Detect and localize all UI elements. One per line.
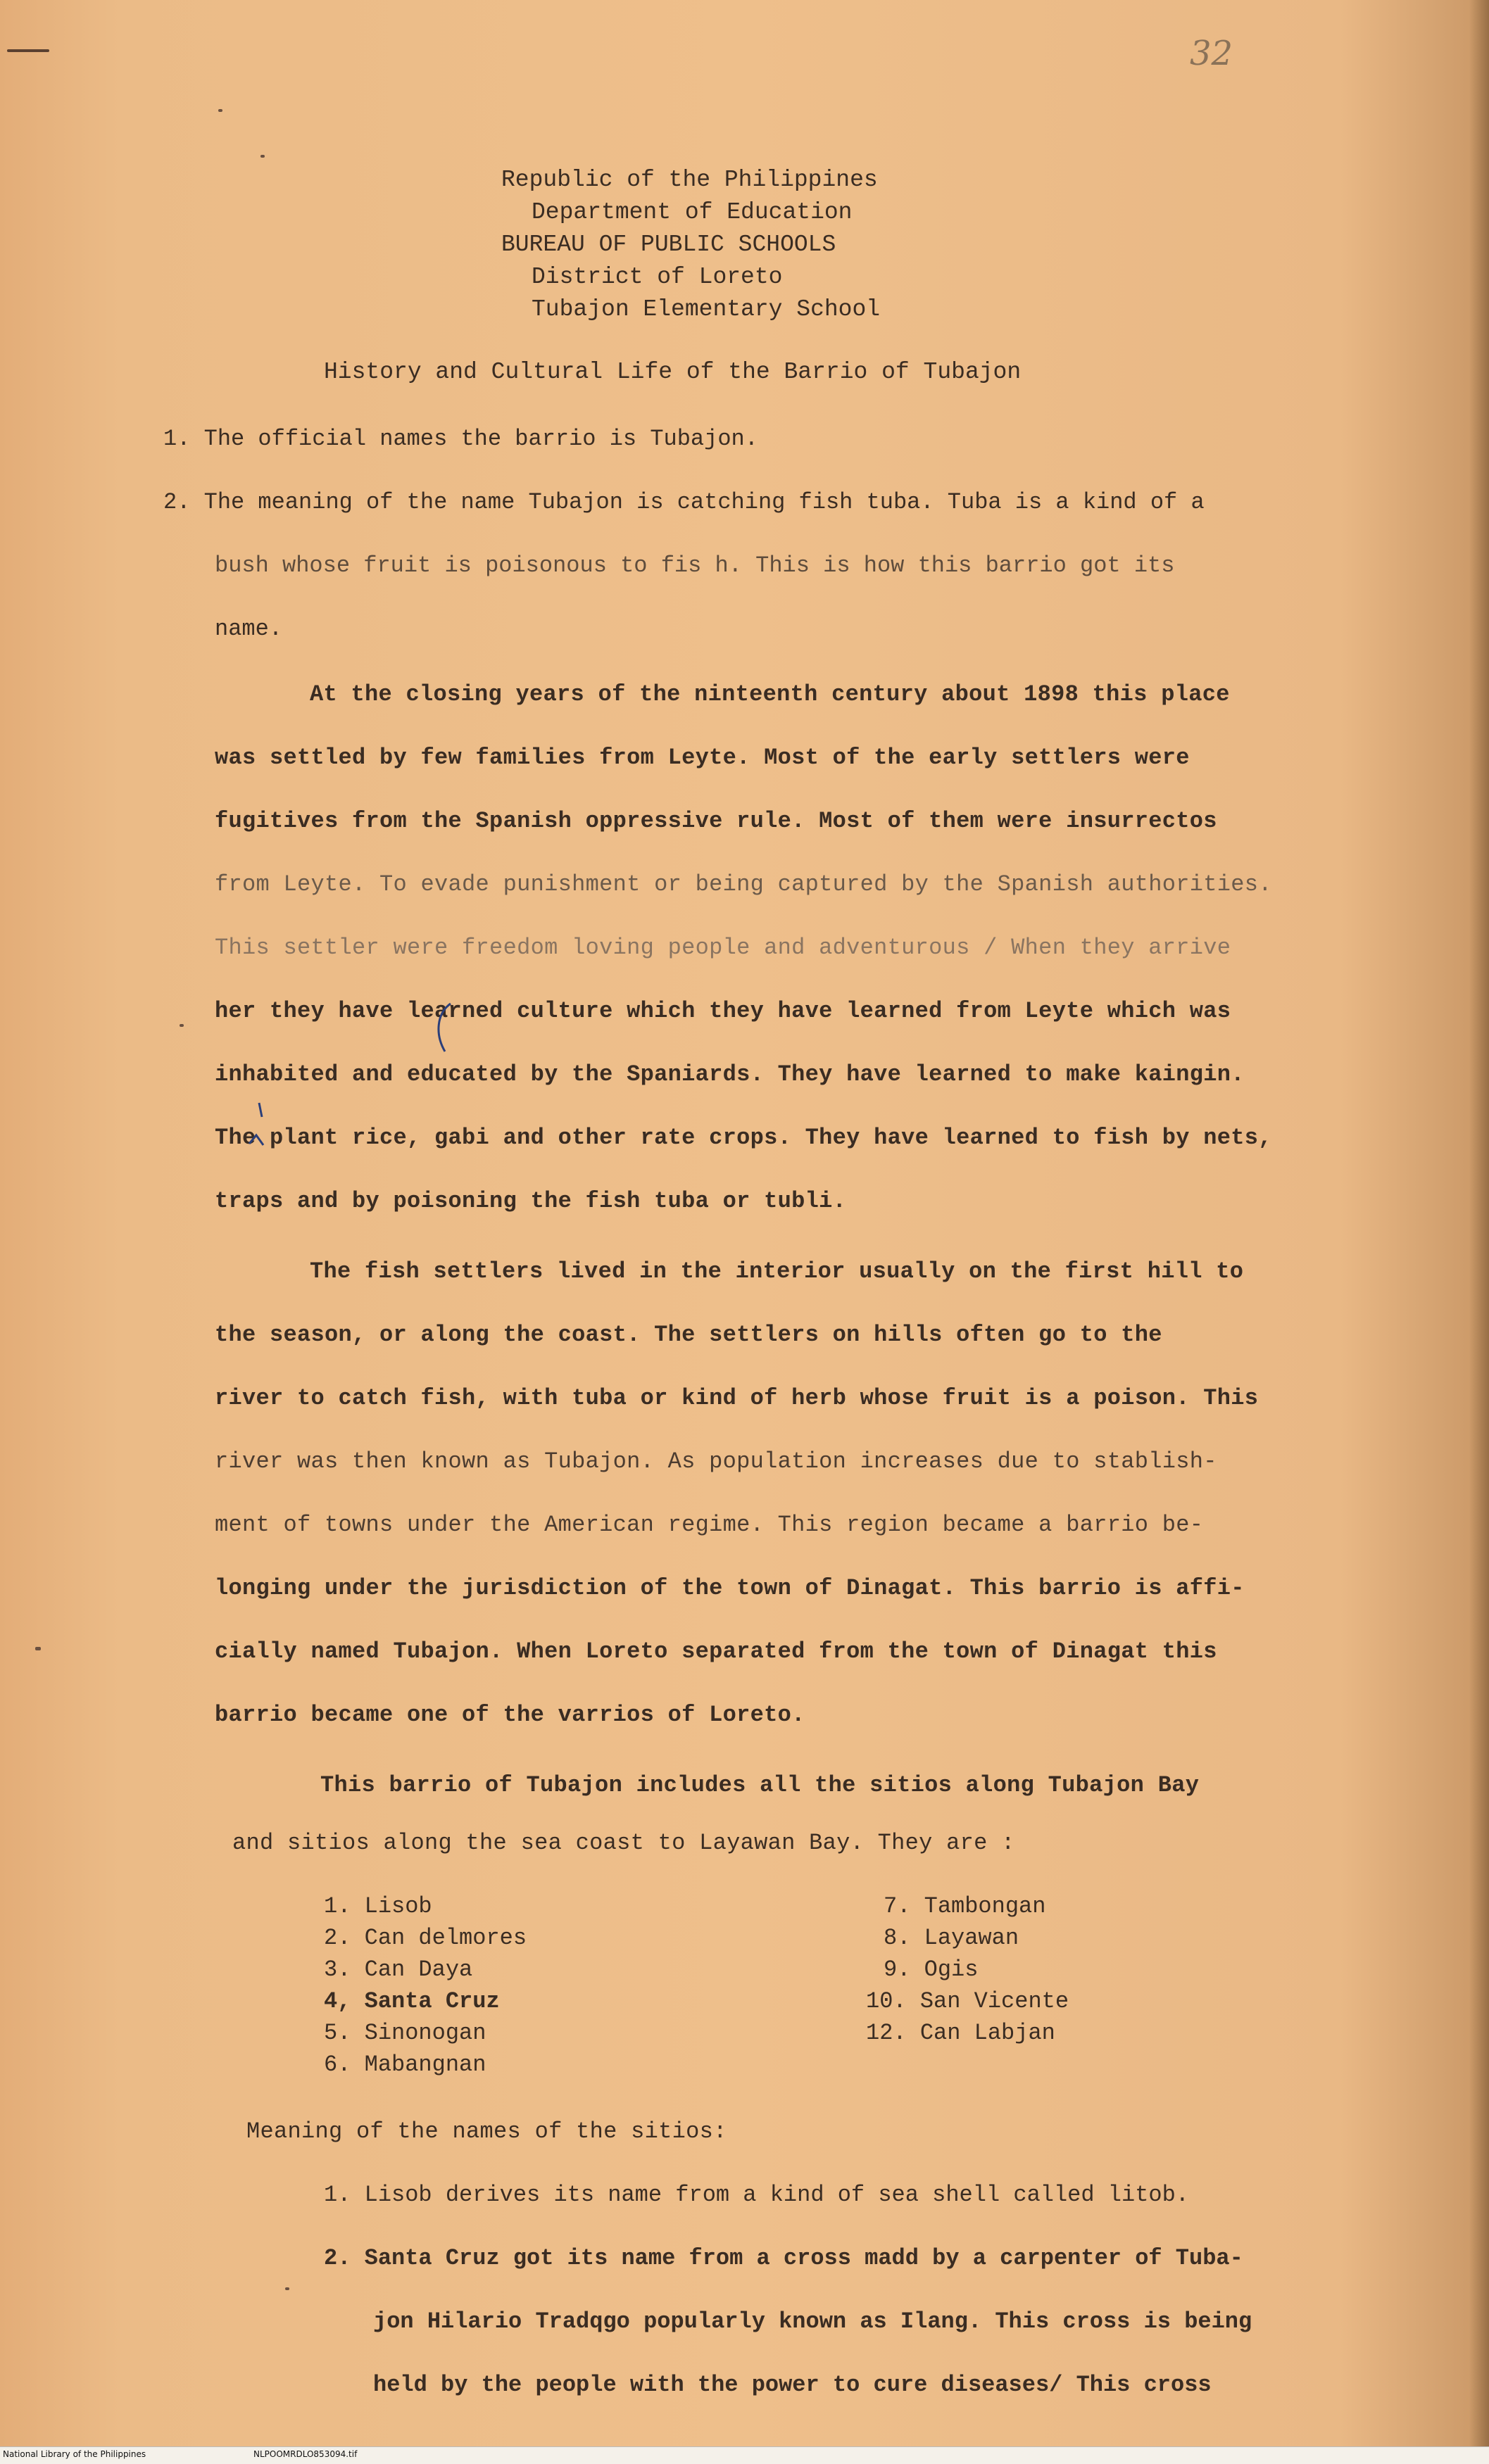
sitio-item: 9. Ogis: [884, 1957, 979, 1983]
para3-line: This barrio of Tubajon includes all the sitios along Tubajon Bay: [320, 1772, 1200, 1798]
para1-line: This settler were freedom loving people and adventurous / When they arrive: [215, 935, 1231, 961]
para2-line: barrio became one of the varrios of Loreto.: [215, 1702, 805, 1728]
footer-file-id: NLPOOMRDLO853094.tif: [253, 2449, 358, 2459]
speck: [260, 155, 265, 158]
para1-line: At the closing years of the ninteenth century about 1898 this place: [310, 681, 1230, 707]
header-republic: Republic of the Philippines: [501, 167, 878, 193]
header-district: District of Loreto: [532, 264, 783, 290]
meaning-item: held by the people with the power to cure diseases/ This cross: [373, 2372, 1212, 2398]
handwritten-caret-mark: [246, 1101, 275, 1151]
sitio-item: 12. Can Labjan: [866, 2020, 1055, 2046]
para2-line: ment of towns under the American regime. This region became a barrio be-: [215, 1512, 1204, 1538]
para1-line: inhabited and educated by the Spaniards. They have learned to make kaingin.: [215, 1061, 1245, 1087]
page-edge-shadow: [1469, 0, 1489, 2463]
meaning-item: jon Hilario Tradqgo popularly known as Ilang. This cross is being: [373, 2308, 1252, 2335]
document-title: History and Cultural Life of the Barrio of Tubajon: [324, 359, 1022, 385]
speck: [285, 2287, 289, 2290]
page-number: 32: [1190, 34, 1233, 73]
para2-line: river to catch fish, with tuba or kind of herb whose fruit is a poison. This: [215, 1385, 1259, 1411]
meaning-item: 2. Santa Cruz got its name from a cross madd by a carpenter of Tuba-: [324, 2245, 1243, 2271]
para1-line: traps and by poisoning the fish tuba or tubli.: [215, 1188, 847, 1214]
handwritten-bracket-mark: [429, 999, 458, 1056]
item-meaning-line2: bush whose fruit is poisonous to fis h. This is how this barrio got its: [215, 552, 1175, 579]
para3-line: and sitios along the sea coast to Layawan Bay. They are :: [232, 1830, 1015, 1856]
para2-line: cially named Tubajon. When Loreto separated from the town of Dinagat this: [215, 1638, 1217, 1664]
header-school: Tubajon Elementary School: [532, 296, 881, 322]
sitio-item: 8. Layawan: [884, 1925, 1019, 1951]
sitio-item: 2. Can delmores: [324, 1925, 527, 1951]
para1-line: her they have learned culture which they have learned from Leyte which was: [215, 998, 1231, 1024]
header-bureau: BUREAU OF PUBLIC SCHOOLS: [501, 232, 836, 258]
meaning-heading: Meaning of the names of the sitios:: [246, 2118, 727, 2144]
footer-library: National Library of the Philippines: [3, 2449, 146, 2459]
speck: [180, 1024, 184, 1027]
para2-line: river was then known as Tubajon. As population increases due to stablish-: [215, 1448, 1217, 1474]
meaning-item: 1. Lisob derives its name from a kind of sea shell called litob.: [324, 2182, 1189, 2208]
para2-line: longing under the jurisdiction of the town of Dinagat. This barrio is affi-: [215, 1575, 1245, 1601]
para2-line: the season, or along the coast. The settlers on hills often go to the: [215, 1322, 1162, 1348]
header-department: Department of Education: [532, 199, 853, 225]
para1-line: from Leyte. To evade punishment or being captured by the Spanish authorities.: [215, 871, 1272, 897]
speck: [218, 109, 222, 112]
item-meaning-line1: 2. The meaning of the name Tubajon is catching fish tuba. Tuba is a kind of a: [163, 489, 1205, 515]
sitio-item: 5. Sinonogan: [324, 2020, 486, 2046]
sitio-item: 3. Can Daya: [324, 1957, 473, 1983]
para2-line: The fish settlers lived in the interior usually on the first hill to: [310, 1258, 1244, 1284]
para1-line: was settled by few families from Leyte. Most of the early settlers were: [215, 745, 1190, 771]
sitio-item: 6. Mabangnan: [324, 2052, 486, 2078]
para1-line: fugitives from the Spanish oppressive rule. Most of them were insurrectos: [215, 808, 1217, 834]
sitio-item: 4, Santa Cruz: [324, 1988, 500, 2014]
item-official-name: 1. The official names the barrio is Tubajon.: [163, 426, 758, 452]
sitio-item: 10. San Vicente: [866, 1988, 1069, 2014]
para1-line: The plant rice, gabi and other rate crops. They have learned to fish by nets,: [215, 1125, 1272, 1151]
sitio-item: 1. Lisob: [324, 1893, 432, 1919]
sitio-item: 7. Tambongan: [884, 1893, 1046, 1919]
scan-footer: [0, 2446, 1489, 2464]
speck: [35, 1647, 41, 1650]
item-meaning-line3: name.: [215, 616, 283, 642]
margin-mark: [7, 49, 49, 52]
